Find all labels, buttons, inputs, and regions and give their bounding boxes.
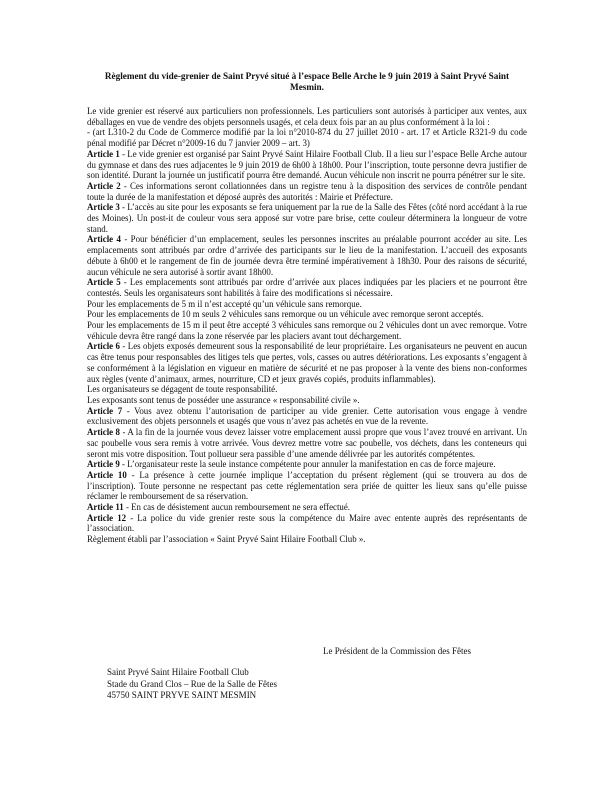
address-line-club: Saint Pryvé Saint Hilaire Football Club [107,667,249,677]
closing-statement: Règlement établi par l’association « Saint Pryvé Saint Hilaire Football Club ». [87,534,366,545]
article-text: - En cas de désistement aucun remboursement ne sera effectué. [123,502,351,513]
article-6-insurance: Les exposants sont tenus de posséder une assurance « responsabilité civile ». [87,394,360,405]
legal-reference: - (art L310-2 du Code de Commerce modifié par la loi n°2010-874 du 27 juillet 2010 - art. 17 et Article R321-9 du code pénal modifié par Décret n°2009-16 du 7 janvier 2009 – art. 3) [87,127,527,149]
article-text: - Vous avez obtenu l’autorisation de participer au vide grenier. Cette autorisation vous engage à vendre exclusivement des objets personnels et usagés que vous n’avez pas achetés en vue de la revente. [87,405,527,427]
club-address [107,667,277,702]
article-label: Article 10 [87,469,127,480]
article-9 [87,459,527,470]
article-text: - La police du vide grenier reste sous la compétence du Maire avec entente auprès des représentants de l’association. [87,512,527,534]
article-text: - L’accès au site pour les exposants se fera uniquement par la rue de la Salle des Fêtes (côté nord accédant à la rue des Moines). Un post-it de couleur vous sera apposé sur votre pare brise, cette couleur déterminera la longueur de votre stand. [87,202,527,234]
article-text: - Ces informations seront collationnées dans un registre tenu à la disposition des services de contrôle pendant toute la durée de la manifestation et déposé auprès des autorités : Mairie et Préfecture. [87,180,527,202]
article-text: - Les objets exposés demeurent sous la responsabilité de leur propriétaire. Les organisateurs ne peuvent en aucun cas être tenus pour responsables des litiges tels que pertes, vols, casses ou autres détériorations. Les exposants s’engagent à se conformément à la législation en vigueur en matière de sécurité et ne pas proposer à la vente des biens non-conformes aux règles (vente d’animaux, armes, nourriture, CD et jeux gravés copiés, produits inflammables). [87,341,527,384]
article-7 [87,406,527,427]
article-label: Article 8 [87,427,120,438]
article-text: - Les emplacements sont attribués par ordre d’arrivée aux places indiquées par les placiers et ne pourront être contestés. Seuls les organisateurs sont habilités à faire des modifications si nécessaire. [87,277,527,298]
article-12 [87,513,527,534]
article-5 [87,277,527,298]
article-10 [87,470,527,502]
article-11 [87,502,527,513]
article-label: Article 11 [87,502,124,513]
article-text: - L’organisateur reste la seule instance compétente pour annuler la manifestation en cas de force majeure. [119,459,496,470]
article-label: Article 3 [87,202,120,213]
document-title: Règlement du vide-grenier de Saint Pryvé situé à l’espace Belle Arche le 9 juin 2019 à Saint Pryvé Saint Mesmin. [104,71,510,92]
article-text: - Le vide grenier est organisé par Saint Pryvé Saint Hilaire Football Club. Il a lieu sur l’espace Belle Arche autour du gymnase et dans des rues adjacentes le 9 juin 2019 de 6h00 à 18h00. Pour l’inscription, toute personne devra justifier de son identité. Durant la journée un justificatif pourra être demandé. Aucun véhicule non inscrit ne pourra pénétrer sur le site. [87,148,527,181]
article-3 [87,202,527,234]
article-5-rule-5m: Pour les emplacements de 5 m il n’est accepté qu’un véhicule sans remorque. [87,298,362,309]
article-label: Article 4 [87,234,121,245]
article-2 [87,181,527,202]
article-label: Article 6 [87,341,120,352]
article-label: Article 1 [87,148,120,159]
article-label: Article 12 [87,512,127,523]
article-label: Article 9 [87,459,120,470]
document-body [87,71,527,545]
article-8 [87,427,527,459]
article-1 [87,149,527,181]
article-text: - Pour bénéficier d’un emplacement, seules les personnes inscrites au préalable pourront accéder au site. Les emplacements sont attribués par ordre d’arrivée des participants sur le lieu de la manifestation. L’accueil des exposants débute à 6h00 et le rangement de fin de journée devra être terminé impérativement à 18h30. Pour des raisons de sécurité, aucun véhicule ne sera autorisé à sortir avant 18h00. [87,234,527,277]
article-label: Article 7 [87,405,123,416]
article-label: Article 2 [87,180,121,191]
article-6 [87,341,527,384]
article-5-rule-15m: Pour les emplacements de 15 m il peut être accepté 3 véhicules sans remorque ou 2 véhicules dont un avec remorque. Votre véhicule devra être rangé dans la zone réservée par les placiers avant tout déchargement. [87,320,527,341]
address-line-street: Stade du Grand Clos – Rue de la Salle de Fêtes [107,678,277,689]
address-line-city: 45750 SAINT PRYVE SAINT MESMIN [107,690,257,700]
article-text: - A la fin de la journée vous devez laisser votre emplacement aussi propre que vous l’avez trouvé en arrivant. Un sac poubelle vous sera remis à votre arrivée. Vous devrez mettre votre sac poubelle, vos déchets, dans les conteneurs qui seront mis votre disposition. Tout pollueur sera passible d’une amende délivrée par les autorités compétentes. [87,427,527,459]
article-text: - La présence à cette journée implique l’acceptation du présent règlement (qui se trouvera au dos de l’inscription). Toute personne ne respectant pas cette réglementation sera priée de quitter les lieux sans qu’elle puisse réclamer le remboursement de sa réservation. [87,469,527,502]
intro-paragraph: Le vide grenier est réservé aux particuliers non professionnels. Les particuliers sont autorisés à participer aux ventes, aux déballages en vue de vendre des objets personnels usagés, et cela deux fois par an au plus conformément à la loi : [87,106,527,127]
article-6-disclaimer: Les organisateurs se dégagent de toute responsabilité. [87,384,278,395]
article-label: Article 5 [87,277,121,288]
article-5-rule-10m: Pour les emplacements de 10 m seuls 2 véhicules sans remorque ou un véhicule avec remorque seront acceptés. [87,309,484,320]
signature-line: Le Président de la Commission des Fêtes [323,646,471,656]
article-4 [87,234,527,277]
